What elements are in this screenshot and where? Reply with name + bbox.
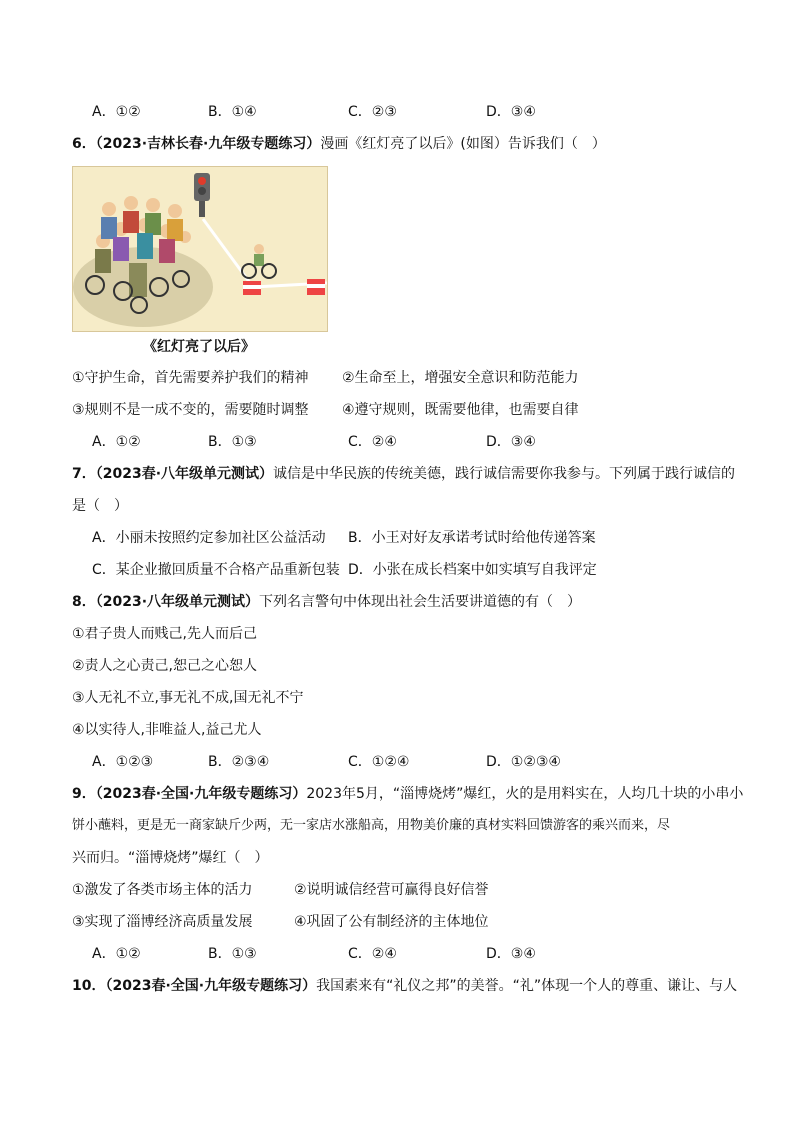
- q8-text: 下列名言警句中体现出社会生活要讲道德的有（ ）: [259, 594, 582, 610]
- q9-statements-row-1: [72, 874, 732, 906]
- q10-source: （2023春·全国·九年级专题练习）: [105, 978, 317, 994]
- q7-stem-line-1: [72, 458, 736, 490]
- q8-option-c[interactable]: C．①②④: [348, 754, 410, 770]
- q9-statement-3: ③实现了淄博经济高质量发展: [72, 914, 253, 930]
- q9-text: 2023年5月，“淄博烧烤”爆红，火的是用料实在，人均几十块的小串小: [306, 786, 744, 802]
- q9-stem-line-3: 兴而归。“淄博烧烤”爆红（ ）: [72, 850, 269, 866]
- q6-statements-row-2: [72, 394, 732, 426]
- q6-option-b[interactable]: B．①③: [208, 434, 257, 450]
- q5-option-b[interactable]: B．①④: [208, 104, 257, 120]
- q6-statement-1: ①守护生命，首先需要养护我们的精神: [72, 370, 309, 386]
- q8-option-a[interactable]: A．①②③: [92, 754, 154, 770]
- q5-option-d[interactable]: D．③④: [486, 104, 536, 120]
- q7-text: 诚信是中华民族的传统美德，践行诚信需要你我参与。下列属于践行诚信的: [273, 466, 736, 482]
- q7-options-row-1: [72, 522, 732, 554]
- q7-stem-line-2: 是（ ）: [72, 498, 128, 514]
- q9-statement-1: ①激发了各类市场主体的活力: [72, 882, 253, 898]
- q9-source: （2023春·全国·九年级专题练习）: [95, 786, 307, 802]
- q8-options: [72, 746, 732, 778]
- q7-number: 7．: [72, 466, 96, 482]
- exam-page: [72, 96, 744, 1002]
- cartoon-image: [72, 166, 328, 332]
- q9-option-b[interactable]: B．①③: [208, 946, 257, 962]
- q10-stem: [72, 970, 738, 1002]
- q5-option-c[interactable]: C．②③: [348, 104, 397, 120]
- q6-stem: [72, 128, 732, 160]
- q9-statement-2: ②说明诚信经营可赢得良好信誉: [294, 882, 489, 898]
- q9-options: [72, 938, 732, 970]
- q8-statement-4: ④以实待人,非唯益人,益己尤人: [72, 722, 262, 738]
- q6-option-c[interactable]: C．②④: [348, 434, 397, 450]
- q9-option-c[interactable]: C．②④: [348, 946, 397, 962]
- q9-number: 9．: [72, 786, 96, 802]
- q9-stem-line-1: [72, 778, 744, 810]
- q7-source: （2023春·八年级单元测试）: [95, 466, 274, 482]
- q6-statements-row-1: [72, 362, 732, 394]
- q8-statement-3: ③人无礼不立,事无礼不成,国无礼不宁: [72, 690, 304, 706]
- q9-stem-line-2: 饼小蘸料，更是无一商家缺斤少两，无一家店水涨船高，用物美价廉的真材实料回馈游客的乘兴而来，尽: [72, 818, 671, 833]
- q8-statement-1: ①君子贵人而贱己,先人而后己: [72, 626, 258, 642]
- q7-option-b[interactable]: B．小王对好友承诺考试时给他传递答案: [348, 530, 596, 546]
- q9-statement-4: ④巩固了公有制经济的主体地位: [294, 914, 489, 930]
- q6-source: （2023·吉林长春·九年级专题练习）: [95, 136, 321, 152]
- q6-option-d[interactable]: D．③④: [486, 434, 536, 450]
- q8-number: 8．: [72, 594, 96, 610]
- q7-option-c[interactable]: C．某企业撤回质量不合格产品重新包装: [92, 562, 340, 578]
- q6-option-a[interactable]: A．①②: [92, 434, 141, 450]
- q9-option-a[interactable]: A．①②: [92, 946, 141, 962]
- q8-stem: [72, 586, 732, 618]
- q8-statement-2: ②责人之心责己,恕己之心恕人: [72, 658, 258, 674]
- q6-number: 6．: [72, 136, 96, 152]
- q7-options-row-2: [72, 554, 732, 586]
- cartoon-caption: 《红灯亮了以后》: [143, 339, 255, 355]
- q6-statement-2: ②生命至上，增强安全意识和防范能力: [342, 370, 579, 386]
- q5-options: [72, 96, 732, 128]
- cartoon-illustration: [73, 167, 327, 331]
- q10-number: 10．: [72, 978, 106, 994]
- q8-source: （2023·八年级单元测试）: [95, 594, 260, 610]
- q6-text: 漫画《红灯亮了以后》(如图）告诉我们（ ）: [320, 136, 606, 152]
- q7-option-a[interactable]: A．小丽未按照约定参加社区公益活动: [92, 530, 326, 546]
- q9-statements-row-2: [72, 906, 732, 938]
- q6-options: [72, 426, 732, 458]
- q8-option-b[interactable]: B．②③④: [208, 754, 270, 770]
- q9-option-d[interactable]: D．③④: [486, 946, 536, 962]
- q7-option-d[interactable]: D．小张在成长档案中如实填写自我评定: [348, 562, 597, 578]
- q6-statement-3: ③规则不是一成不变的，需要随时调整: [72, 402, 309, 418]
- q10-text: 我国素来有“礼仪之邦”的美誉。“礼”体现一个人的尊重、谦让、与人: [316, 978, 738, 994]
- q8-option-d[interactable]: D．①②③④: [486, 754, 561, 770]
- q5-option-a[interactable]: A．①②: [92, 104, 141, 120]
- q6-statement-4: ④遵守规则，既需要他律，也需要自律: [342, 402, 579, 418]
